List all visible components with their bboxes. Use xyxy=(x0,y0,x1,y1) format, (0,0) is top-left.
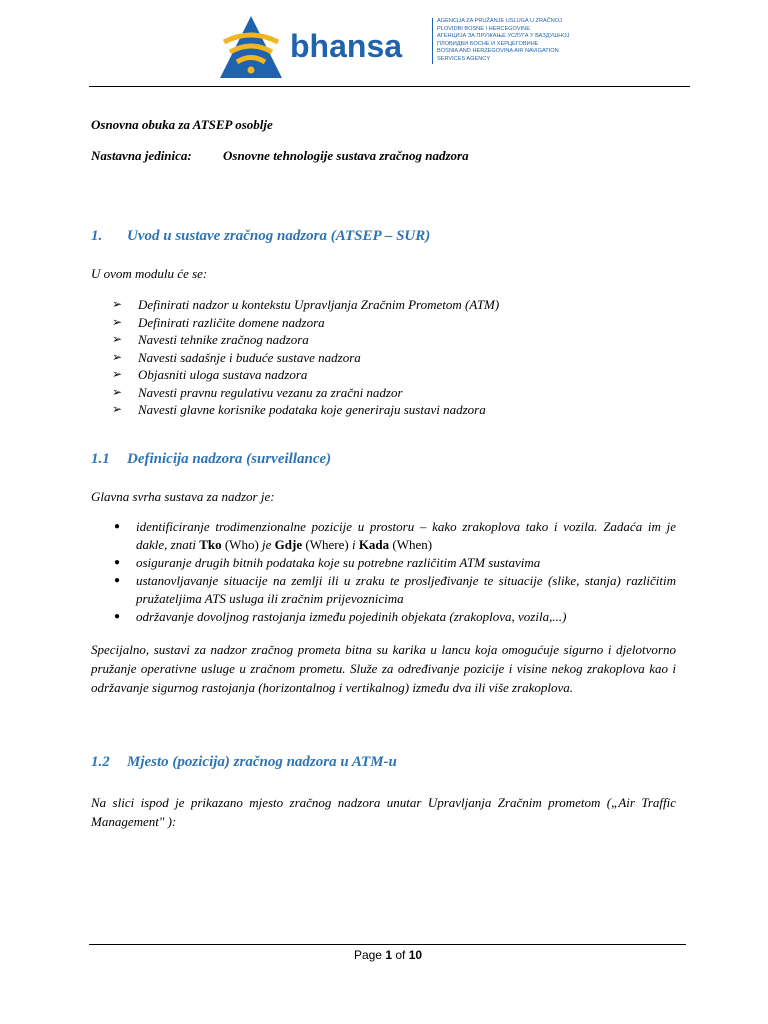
bullet-icon: ● xyxy=(114,611,121,622)
page-word: Page xyxy=(353,948,382,962)
arrow-bullet-icon: ➢ xyxy=(112,384,123,399)
bhansa-logo-icon xyxy=(218,14,284,80)
section-title: Uvod u sustave zračnog nadzora (ATSEP – SUR) xyxy=(127,228,431,244)
section-1-2-paragraph: Na slici ispod je prikazano mjesto zračnog nadzora unutar Upravljanja Zračnim prometom („Air Traffic Management" ): xyxy=(91,795,676,829)
list-item: ➢ Navesti sadašnje i buduće sustave nadzora xyxy=(112,349,361,365)
list-item: ➢ Definirati različite domene nadzora xyxy=(112,314,325,330)
section-1-1-intro: Glavna svrha sustava za nadzor je: xyxy=(91,489,275,504)
list-item: ● održavanje dovoljnog rastojanja između pojedinih objekata (zrakoplova, vozila,...) xyxy=(114,609,567,624)
section-number: 1.2 xyxy=(91,754,110,770)
bullet-icon: ● xyxy=(114,521,121,532)
arrow-bullet-icon: ➢ xyxy=(112,367,123,381)
agency-line: АГЕНЦИЈА ЗА ПРУЖАЊЕ УСЛУГА У ВАЗДУШНОЈ xyxy=(437,33,570,40)
list-item: ➢ Navesti tehnike zračnog nadzora xyxy=(112,332,309,347)
arrow-bullet-icon: ➢ xyxy=(112,314,123,329)
header-divider xyxy=(89,86,690,87)
agency-name-block xyxy=(432,18,572,64)
page-header xyxy=(0,0,768,92)
footer-divider xyxy=(89,944,686,945)
section-1-intro: U ovom modulu će se: xyxy=(91,266,208,281)
unit-label: Nastavna jedinica: xyxy=(91,148,192,163)
section-title: Definicija nadzora (surveillance) xyxy=(127,451,332,467)
of-word: of xyxy=(395,948,406,962)
list-item: ● osiguranje drugih bitnih podataka koje su potrebne različitim ATM sustavima xyxy=(114,555,541,570)
agency-line: ПЛОВИДБИ БОСНЕ И ХЕРЦЕГОВИНЕ xyxy=(437,40,539,47)
section-title: Mjesto (pozicija) zračnog nadzora u ATM-u xyxy=(127,754,397,770)
page-current: 1 xyxy=(385,948,392,962)
section-1-heading xyxy=(91,228,430,245)
bullet-icon: ● xyxy=(114,575,121,586)
list-item: ➢ Definirati nadzor u kontekstu Upravljanja Zračnim Prometom (ATM) xyxy=(112,297,500,312)
section-number: 1. xyxy=(91,228,103,244)
list-item: ● ustanovljavanje situacije na zemlji ili u zraku te prosljeđivanje te situacije (slike, stanja) različitim pružateljima ATS usluga ili zračnim prijevoznicima xyxy=(114,573,676,606)
arrow-bullet-icon: ➢ xyxy=(112,402,123,416)
list-item: ● identificiranje trodimenzionalne pozicije u prostoru – kako zrakoplova tako i vozila. Zadaća im je dakle, znati Tko (Who) je Gdje (Where) i Kada (When) xyxy=(114,519,676,552)
section-1-1-heading xyxy=(91,451,331,468)
list-item: ➢ Objasniti uloga sustava nadzora xyxy=(112,367,308,382)
objectives-list xyxy=(112,296,499,419)
bullet-icon: ● xyxy=(114,557,121,568)
list-item: ➢ Navesti pravnu regulativu vezanu za zračni nadzor xyxy=(112,384,403,400)
page-footer xyxy=(0,948,768,962)
section-number: 1.1 xyxy=(91,451,110,467)
unit-line xyxy=(91,148,469,164)
unit-value: Osnovne tehnologije sustava zračnog nadzora xyxy=(223,148,469,163)
course-title: Osnovna obuka za ATSEP osoblje xyxy=(91,117,273,132)
section-1-2-heading xyxy=(91,754,397,771)
agency-line: PLOVIDBI BOSNE I HERCEGOVINE xyxy=(437,25,530,32)
agency-line: SERVICES AGENCY xyxy=(437,55,491,62)
agency-line: BOSNIA AND HERZEGOVINA AIR NAVIGATION xyxy=(437,48,559,55)
list-item: ➢ Navesti glavne korisnike podataka koje generiraju sustavi nadzora xyxy=(112,402,486,417)
arrow-bullet-icon: ➢ xyxy=(112,297,123,311)
brand-name: bhansa xyxy=(290,28,403,64)
purpose-list xyxy=(112,518,676,626)
section-1-1-paragraph: Specijalno, sustavi za nadzor zračnog prometa bitna su karika u lancu koja omogućuje sigurno i djelotvorno pružanje operativne usluge u zračnom prometu. Služe za određivanje pozicije i visine nekog zrakoplova kao i održavanje sigurnog rastojanja (horizontalnog i vertikalnog) između dva ili više zrakoplova. xyxy=(91,642,676,695)
arrow-bullet-icon: ➢ xyxy=(112,349,123,364)
page-total: 10 xyxy=(408,948,423,962)
arrow-bullet-icon: ➢ xyxy=(112,332,123,346)
agency-line: AGENCIJA ZA PRUŽANJE USLUGA U ZRAČNOJ xyxy=(437,18,562,24)
